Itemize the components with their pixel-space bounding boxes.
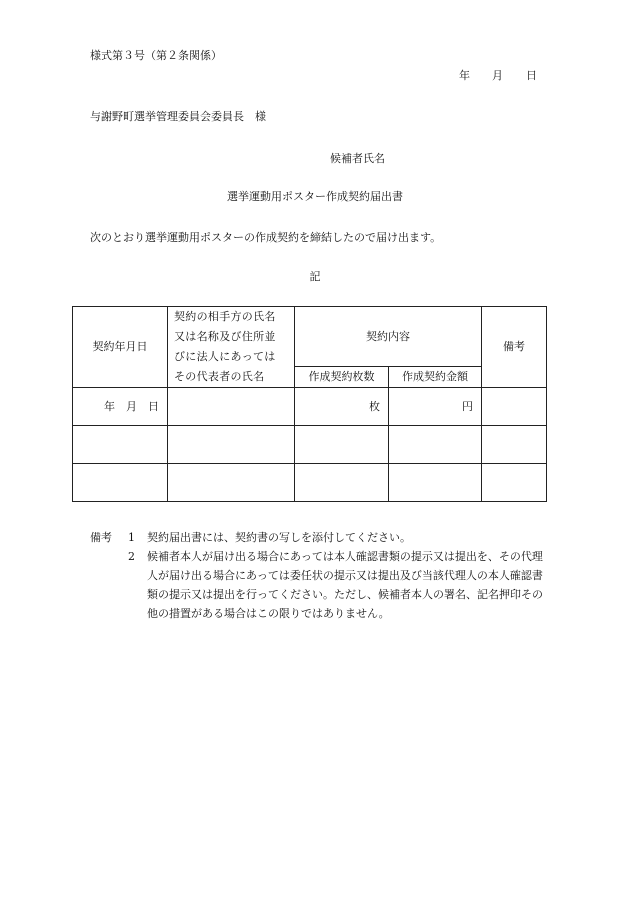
note-item: [90, 528, 560, 547]
cell-amount[interactable]: 円: [389, 388, 482, 426]
note-text: 契約届出書には、契約書の写しを添付してください。: [147, 531, 411, 544]
header-contract-party: [168, 307, 295, 388]
header-contract-amount: 作成契約金額: [389, 367, 482, 388]
header-party-line: その代表者の氏名: [174, 370, 265, 383]
candidate-name-label: 候補者氏名: [330, 152, 385, 165]
notes-label: 備考: [90, 531, 112, 544]
cell-amount[interactable]: [389, 426, 482, 464]
table-row: [73, 464, 547, 502]
note-number: 2: [128, 550, 135, 563]
table-header-row: [73, 307, 547, 367]
addressee: 与謝野町選挙管理委員会委員長 様: [90, 110, 266, 123]
cell-count[interactable]: [295, 426, 389, 464]
form-number: 様式第３号（第２条関係）: [90, 49, 222, 62]
header-contract-date: 契約年月日: [73, 307, 168, 388]
document-title: 選挙運動用ポスター作成契約届出書: [227, 190, 403, 203]
header-party-line: 又は名称及び住所並: [174, 330, 276, 343]
header-poster-count: 作成契約枚数: [295, 367, 389, 388]
header-remarks: 備考: [482, 307, 547, 388]
cell-party[interactable]: [168, 464, 295, 502]
date-month: 月: [492, 69, 503, 82]
date-line: [459, 69, 537, 83]
intro-text: 次のとおり選挙運動用ポスターの作成契約を締結したので届け出ます。: [90, 231, 442, 244]
contract-table: [72, 306, 547, 502]
cell-date[interactable]: 年 月 日: [73, 388, 168, 426]
table-row: [73, 426, 547, 464]
cell-remarks[interactable]: [482, 464, 547, 502]
note-number: 1: [128, 531, 135, 544]
header-contract-content: 契約内容: [295, 307, 482, 367]
note-item: [90, 547, 560, 623]
cell-amount[interactable]: [389, 464, 482, 502]
cell-remarks[interactable]: [482, 388, 547, 426]
cell-party[interactable]: [168, 426, 295, 464]
note-text: 候補者本人が届け出る場合にあっては本人確認書類の提示又は提出を、その代理人が届け出る場合にあっては委任状の提示又は提出及び当該代理人の本人確認書類の提示又は提出を行ってください。ただし、候補者本人の署名、記名押印その他の措置がある場合はこの限りではありません。: [147, 550, 543, 620]
header-party-line: 契約の相手方の氏名: [174, 310, 276, 323]
notes-section: [90, 528, 560, 623]
cell-count[interactable]: 枚: [295, 388, 389, 426]
ki-marker: 記: [309, 270, 321, 283]
cell-party[interactable]: [168, 388, 295, 426]
date-year: 年: [459, 69, 470, 82]
table-row: [73, 388, 547, 426]
date-day: 日: [526, 69, 537, 82]
cell-count[interactable]: [295, 464, 389, 502]
header-party-line: びに法人にあっては: [174, 350, 276, 363]
cell-date[interactable]: [73, 464, 168, 502]
cell-date[interactable]: [73, 426, 168, 464]
cell-remarks[interactable]: [482, 426, 547, 464]
